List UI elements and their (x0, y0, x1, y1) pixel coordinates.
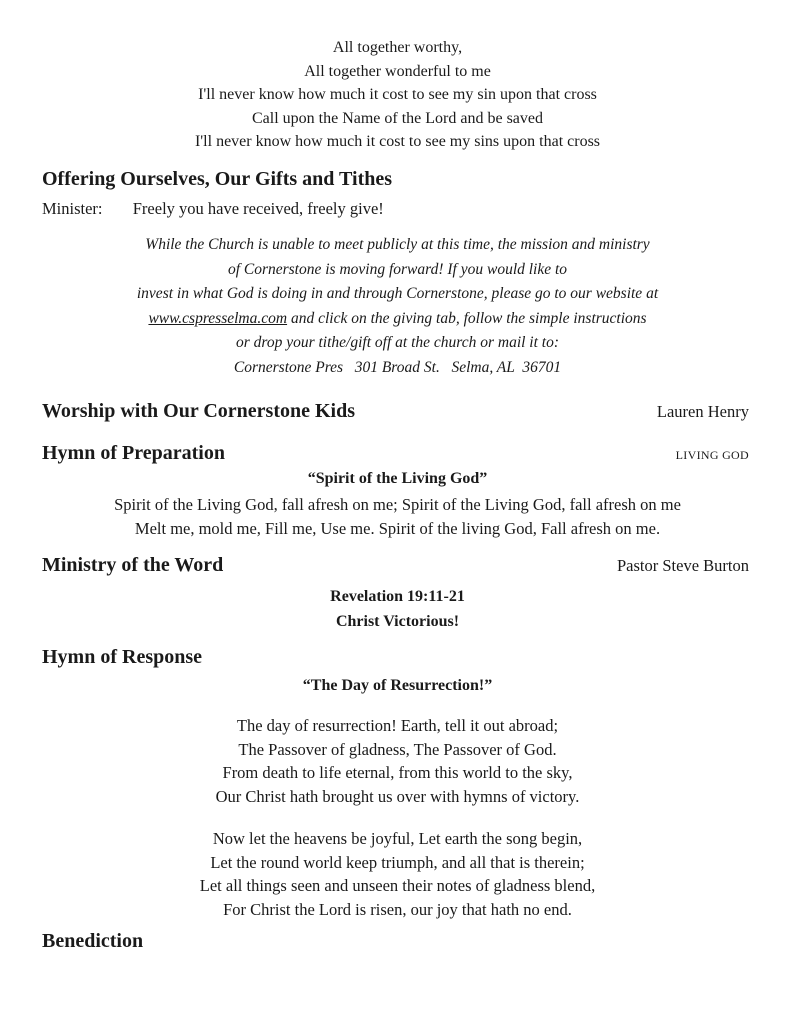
response-verse-1 (0, 714, 795, 808)
preparation-heading: Hymn of Preparation (42, 442, 225, 464)
lyric-line: Let all things seen and unseen their notes of gladness blend, (199, 876, 596, 895)
word-heading: Ministry of the Word (42, 554, 224, 576)
lyric-line: For Christ the Lord is risen, our joy that hath no end. (223, 899, 572, 919)
kids-leader: Lauren Henry (656, 402, 749, 421)
kids-row (42, 400, 749, 423)
response-heading: Hymn of Response (42, 646, 203, 668)
sermon-info (0, 584, 795, 634)
lyric-line: Let the round world keep triumph, and all that is therein; (210, 852, 585, 872)
opening-lyrics (0, 36, 795, 154)
lyric-line: Now let the heavens be joyful, Let earth the song begin, (212, 829, 583, 848)
giving-notice (0, 233, 795, 380)
lyric-line: The Passover of gladness, The Passover of God. (238, 739, 557, 759)
preparation-title: “Spirit of the Living God” (307, 470, 488, 487)
lyric-line: From death to life eternal, from this world to the sky, (222, 763, 573, 782)
notice-link-suffix: and click on the giving tab, follow the simple instructions (287, 309, 647, 327)
lyric-line: Melt me, mold me, Fill me, Use me. Spirit of the living God, Fall afresh on me. (134, 518, 661, 538)
word-preacher: Pastor Steve Burton (617, 556, 749, 575)
response-title: “The Day of Resurrection!” (302, 677, 493, 694)
sermon-title: Christ Victorious! (335, 613, 460, 630)
offering-heading: Offering Ourselves, Our Gifts and Tithes (42, 168, 393, 190)
preparation-tune: LIVING GOD (675, 448, 749, 462)
lyric-line: Spirit of the Living God, fall afresh on me; Spirit of the Living God, fall afresh on me (114, 495, 681, 514)
preparation-lyrics (0, 493, 795, 540)
lyric-line: Call upon the Name of the Lord and be saved (251, 109, 544, 127)
notice-line: Cornerstone Pres 301 Broad St. Selma, AL 36701 (233, 358, 562, 376)
preparation-row (42, 442, 749, 465)
notice-line (0, 307, 795, 332)
lyric-line: Our Christ hath brought us over with hymns of victory. (215, 786, 580, 806)
lyric-line: I'll never know how much it cost to see my sins upon that cross (194, 133, 601, 150)
minister-text: Freely you have received, freely give! (132, 199, 384, 218)
word-row (42, 554, 749, 577)
response-verse-2 (0, 827, 795, 921)
minister-label: Minister: (42, 199, 103, 218)
lyric-line: All together wonderful to me (304, 62, 491, 80)
scripture-reference: Revelation 19:11-21 (330, 588, 465, 605)
minister-line (42, 199, 384, 219)
notice-line: While the Church is unable to meet publicly at this time, the mission and ministry (145, 236, 650, 253)
notice-line: of Cornerstone is moving forward! If you would like to (227, 260, 568, 278)
notice-line: invest in what God is doing in and through Cornerstone, please go to our website at (136, 285, 659, 302)
lyric-line: The day of resurrection! Earth, tell it out abroad; (236, 716, 559, 735)
kids-heading: Worship with Our Cornerstone Kids (42, 400, 355, 422)
benediction-heading: Benediction (42, 930, 144, 952)
website-link[interactable]: www.cspresselma.com (148, 309, 288, 327)
lyric-line: I'll never know how much it cost to see my sin upon that cross (198, 86, 597, 103)
notice-line: or drop your tithe/gift off at the church or mail it to: (235, 334, 560, 351)
lyric-line: All together worthy, (332, 39, 463, 56)
